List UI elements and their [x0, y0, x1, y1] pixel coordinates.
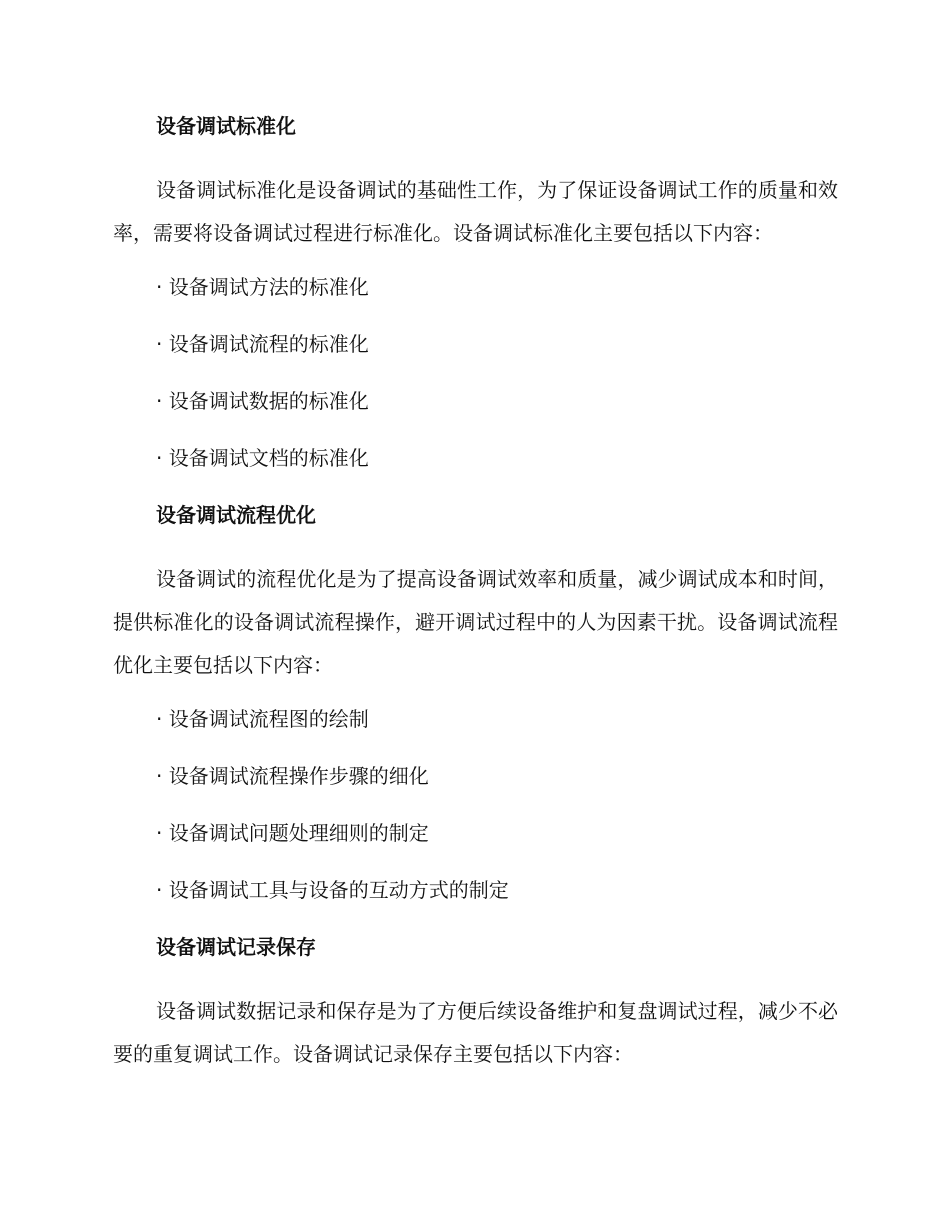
bullet-item: · 设备调试流程图的绘制 — [156, 707, 369, 731]
bullet-item: · 设备调试数据的标准化 — [156, 389, 369, 413]
bullet-item: · 设备调试方法的标准化 — [156, 275, 369, 299]
bullet-item: · 设备调试文档的标准化 — [156, 446, 369, 470]
section-paragraph-process-optimization: 设备调试的流程优化是为了提高设备调试效率和质量，减少调试成本和时间，提供标准化的设备调试流程操作，避开调试过程中的人为因素干扰。设备调试流程优化主要包括以下内容： — [113, 567, 838, 677]
section-heading-standardization: 设备调试标准化 — [156, 114, 296, 138]
bullet-item: · 设备调试问题处理细则的制定 — [156, 821, 429, 845]
bullet-item: · 设备调试流程的标准化 — [156, 332, 369, 356]
section-heading-process-optimization: 设备调试流程优化 — [156, 503, 316, 527]
section-paragraph-standardization: 设备调试标准化是设备调试的基础性工作，为了保证设备调试工作的质量和效率，需要将设备调试过程进行标准化。设备调试标准化主要包括以下内容： — [113, 178, 838, 245]
section-heading-record-keeping: 设备调试记录保存 — [156, 935, 316, 959]
section-paragraph-record-keeping: 设备调试数据记录和保存是为了方便后续设备维护和复盘调试过程，减少不必要的重复调试工作。设备调试记录保存主要包括以下内容： — [113, 999, 838, 1066]
bullet-item: · 设备调试流程操作步骤的细化 — [156, 764, 429, 788]
bullet-item: · 设备调试工具与设备的互动方式的制定 — [156, 878, 509, 902]
